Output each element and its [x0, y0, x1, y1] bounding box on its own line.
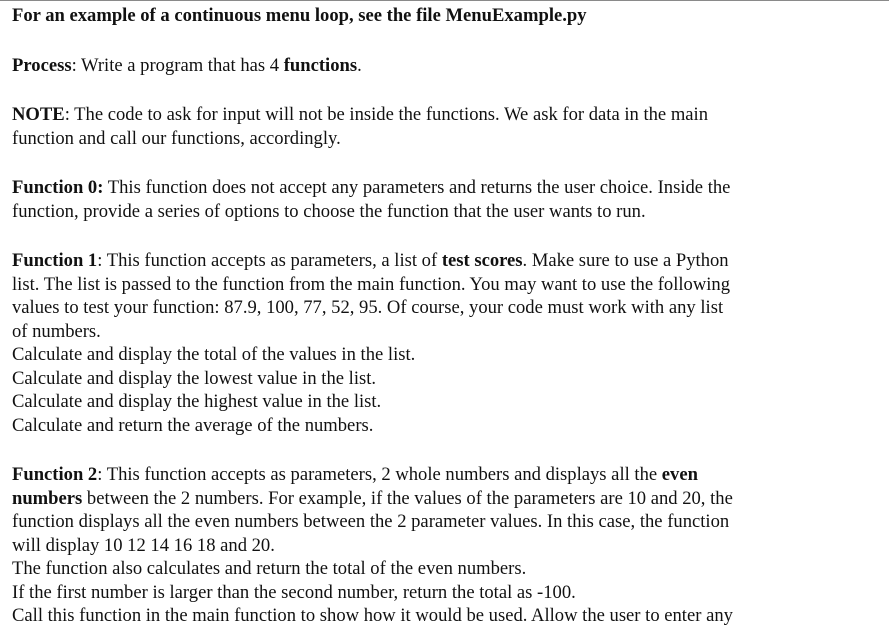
- process-text: : Write a program that has 4: [71, 54, 284, 76]
- function2-line-4: will display 10 12 14 16 18 and 20.: [12, 534, 275, 556]
- function1-label: Function 1: [12, 250, 98, 271]
- process-text-end: .: [357, 54, 362, 76]
- process-label: Process: [12, 54, 72, 76]
- note-paragraph-line-2: function and call our functions, accordingly.: [12, 127, 341, 149]
- function1-step: Calculate and display the highest value in the list.: [12, 391, 382, 412]
- process-bold: functions: [283, 54, 358, 76]
- note-label: NOTE: [12, 104, 65, 125]
- function2-line-5: The function also calculates and return the total of the even numbers.: [12, 558, 527, 579]
- function2-line-1: Function 2: This function accepts as parameters, 2 whole numbers and displays all the even: [12, 464, 698, 485]
- function1-step: Calculate and display the total of the values in the list.: [12, 344, 416, 365]
- document-body: [12, 4, 882, 628]
- function2-line-2: numbers between the 2 numbers. For example, if the values of the parameters are 10 and 20, the: [12, 487, 733, 509]
- paragraph-gap: [12, 223, 882, 249]
- function2-line-7: Call this function in the main function to show how it would be used. Allow the user to enter any: [12, 605, 733, 626]
- numbers-bold: numbers: [12, 487, 83, 509]
- test-scores-bold: test scores: [441, 250, 523, 271]
- function1-line-4: of numbers.: [12, 320, 101, 342]
- function2-line-3: function displays all the even numbers between the 2 parameter values. In this case, the function: [12, 511, 730, 532]
- paragraph-gap: [12, 28, 882, 54]
- paragraph-gap: [12, 150, 882, 176]
- paragraph-gap: [12, 77, 882, 103]
- function1-step: Calculate and display the lowest value in the list.: [12, 367, 377, 389]
- function2-line-6: If the first number is larger than the second number, return the total as -100.: [12, 581, 576, 603]
- function1-line-1: Function 1: This function accepts as parameters, a list of test scores. Make sure to use a Python: [12, 250, 729, 271]
- process-paragraph: [12, 54, 882, 78]
- function1-line-3: values to test your function: 87.9, 100, 77, 52, 95. Of course, your code must work with any list: [12, 297, 724, 318]
- note-paragraph-line-1: NOTE: The code to ask for input will not be inside the functions. We ask for data in the main: [12, 104, 708, 125]
- function0-line-2: function, provide a series of options to choose the function that the user wants to run.: [12, 200, 646, 222]
- function2-label: Function 2: [12, 464, 98, 485]
- even-bold: even: [661, 464, 698, 485]
- function0-line-1: Function 0: This function does not accept any parameters and returns the user choice. Inside the: [12, 177, 731, 198]
- function0-label: Function 0:: [12, 177, 104, 198]
- page-heading: For an example of a continuous menu loop, see the file MenuExample.py: [12, 5, 587, 26]
- paragraph-gap: [12, 437, 882, 463]
- function1-line-2: list. The list is passed to the function from the main function. You may want to use the following: [12, 273, 731, 295]
- function1-step: Calculate and return the average of the numbers.: [12, 414, 374, 436]
